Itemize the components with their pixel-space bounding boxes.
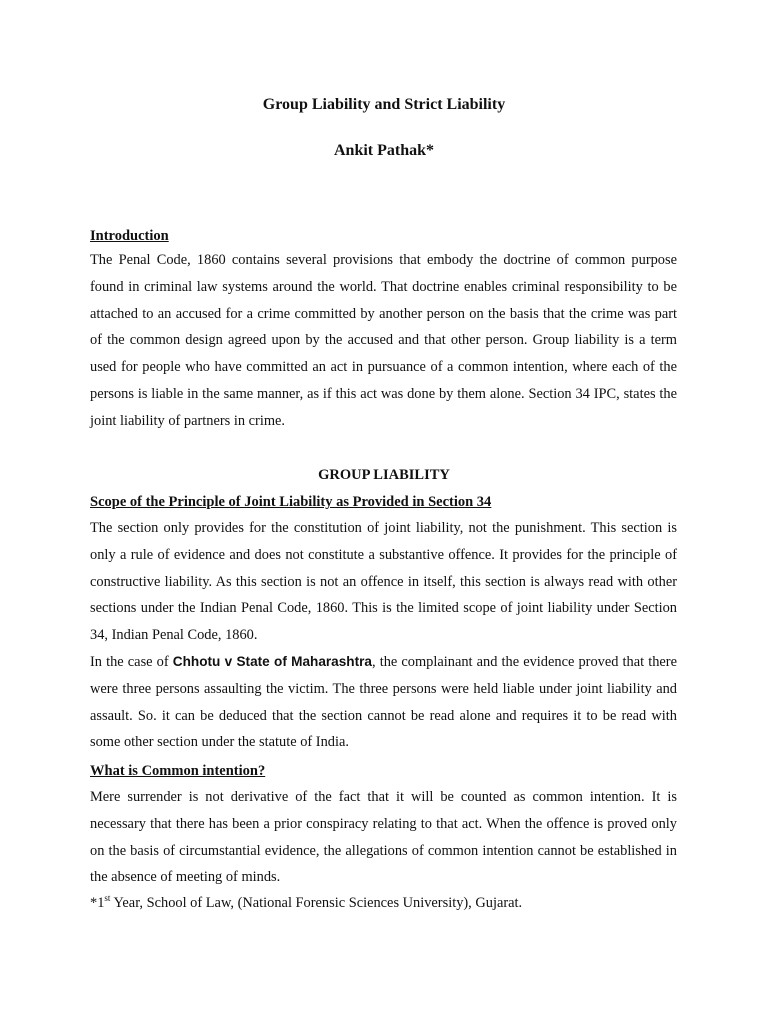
scope-heading: Scope of the Principle of Joint Liability as Provided in Section 34 [90, 494, 492, 510]
footnote-text: Year, School of Law, (National Forensic Sciences University), Gujarat. [110, 895, 523, 911]
common-intention-heading: What is Common intention? [90, 763, 266, 779]
case-paragraph [90, 649, 677, 756]
case-intro-text: In the case of [90, 654, 173, 670]
common-intention-paragraph: Mere surrender is not derivative of the fact that it will be counted as common intention. It is necessary that there has been a prior conspiracy relating to that act. When the offence is proved only on the basis of circumstantial evidence, the allegations of common intention cannot be established in the absence of meeting of minds. [90, 789, 677, 886]
author-name: Ankit Pathak* [333, 142, 435, 159]
document-title: Group Liability and Strict Liability [262, 96, 506, 113]
introduction-heading: Introduction [90, 228, 169, 244]
scope-paragraph: The section only provides for the constitution of joint liability, not the punishment. This section is only a rule of evidence and does not constitute a substantive offence. It provides for the principle of constructive liability. As this section is not an offence in itself, this section is always read with other sections under the Indian Penal Code, 1860. This is the limited scope of joint liability under Section 34, Indian Penal Code, 1860. [90, 520, 677, 644]
group-liability-heading: GROUP LIABILITY [318, 467, 450, 483]
author-footnote [90, 893, 522, 913]
case-name: Chhotu v State of Maharashtra [172, 654, 372, 669]
footnote-superscript: st [104, 893, 111, 903]
footnote-marker: *1 [90, 895, 105, 911]
case-body-text: , the complainant and the evidence proved that there were three persons assaulting the victim. The three persons were held liable under joint liability and assault. So. it can be deduced that the section cannot be read alone and requires it to be read with some other section under the statute of India. [90, 654, 677, 751]
introduction-paragraph: The Penal Code, 1860 contains several provisions that embody the doctrine of common purpose found in criminal law systems around the world. That doctrine enables criminal responsibility to be attached to an accused for a crime committed by another person on the basis that the crime was part of the common design agreed upon by the accused and that other person. Group liability is a term used for people who have committed an act in pursuance of a common intention, where each of the persons is liable in the same manner, as if this act was done by them alone. Section 34 IPC, states the joint liability of partners in crime. [90, 252, 677, 429]
